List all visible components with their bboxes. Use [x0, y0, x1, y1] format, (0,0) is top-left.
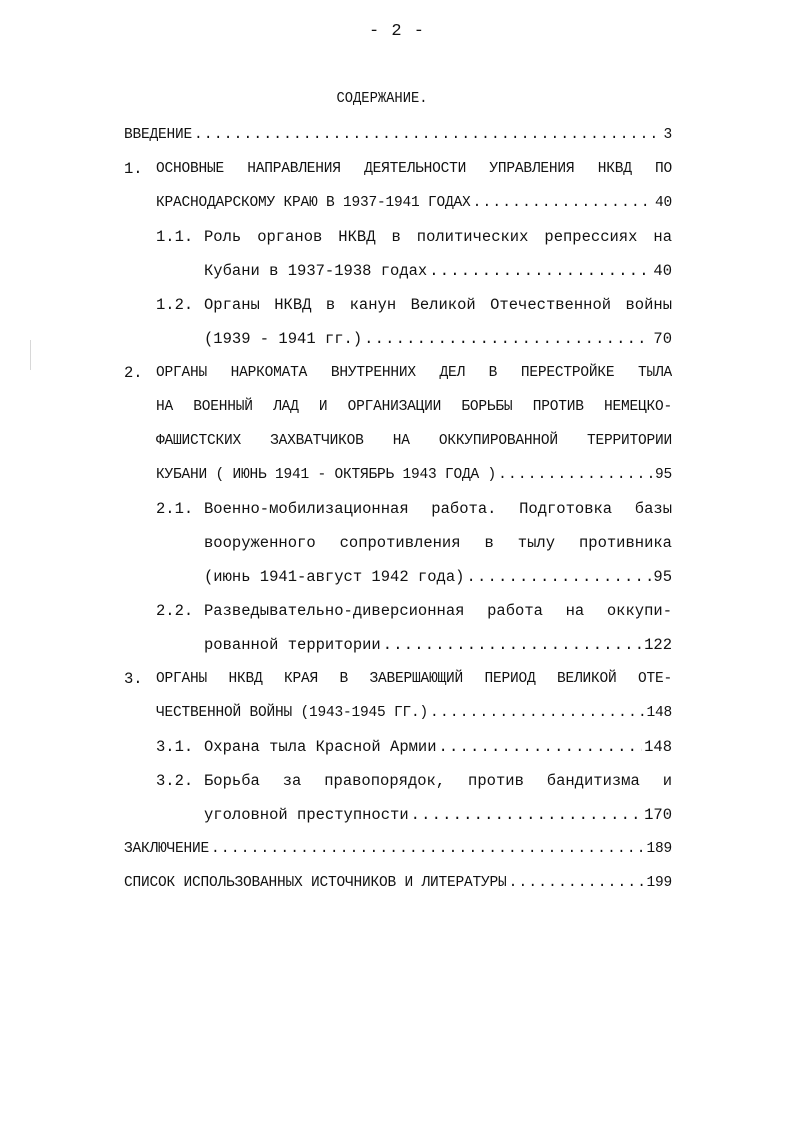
toc-ch3-title-end: ЧЕСТВЕННОЙ ВОЙНЫ (1943-1945 ГГ.)	[156, 705, 429, 721]
dot-leader	[439, 734, 643, 760]
toc-ch1-title-end: КРАСНОДАРСКОМУ КРАЮ В 1937-1941 ГОДАХ	[156, 195, 471, 211]
toc-s2-2-number: 2.2.	[156, 602, 194, 620]
toc-s2-2-title-end: рованной территории	[204, 636, 381, 654]
toc-conclusion-title: ЗАКЛЮЧЕНИЕ	[124, 841, 210, 857]
dot-leader	[498, 462, 653, 488]
toc-s3-1-number: 3.1.	[156, 738, 194, 756]
toc-ch3-number: 3.	[124, 670, 143, 688]
toc-s1-1-page: 40	[653, 262, 672, 280]
dot-leader	[430, 700, 644, 726]
dot-leader	[411, 802, 642, 828]
toc-s3-1-line1[interactable]	[204, 734, 672, 760]
toc-s1-2-title-end: (1939 - 1941 гг.)	[204, 330, 363, 348]
toc-ch3-line1[interactable]: ОРГАНЫ НКВД КРАЯ В ЗАВЕРШАЮЩИЙ ПЕРИОД ВЕЛИКОЙ ОТЕ-	[156, 671, 672, 687]
toc-s3-2-number: 3.2.	[156, 772, 194, 790]
toc-s2-1-number: 2.1.	[156, 500, 194, 518]
toc-ch2-line4[interactable]	[156, 462, 672, 488]
toc-s1-2-line2[interactable]	[204, 326, 672, 352]
toc-ch1-line2[interactable]	[156, 190, 672, 216]
toc-s1-2-number: 1.2.	[156, 296, 194, 314]
toc-s2-1-line3[interactable]	[204, 564, 672, 590]
toc-ch1-number: 1.	[124, 160, 143, 178]
dot-leader	[364, 326, 651, 352]
toc-s1-1-line2[interactable]	[204, 258, 672, 284]
dot-leader	[473, 190, 653, 216]
toc-conclusion-page: 189	[646, 841, 672, 857]
toc-s1-1-line1[interactable]: Роль органов НКВД в политических репрессиях на	[204, 228, 672, 246]
dot-leader	[429, 258, 651, 284]
dot-leader	[466, 564, 651, 590]
page-number: - 2 -	[368, 22, 425, 41]
dot-leader	[194, 122, 661, 148]
toc-intro-page: 3	[663, 127, 672, 143]
toc-s3-2-title-end: уголовной преступности	[204, 806, 409, 824]
toc-sources-page: 199	[646, 875, 672, 891]
toc-s2-1-page: 95	[653, 568, 672, 586]
scan-margin-mark	[30, 340, 31, 370]
toc-ch2-number: 2.	[124, 364, 143, 382]
toc-s2-2-line1[interactable]: Разведывательно-диверсионная работа на оккупи-	[204, 602, 672, 620]
toc-intro[interactable]	[124, 122, 672, 148]
toc-s3-1-page: 148	[644, 738, 672, 756]
toc-s1-1-title-end: Кубани в 1937-1938 годах	[204, 262, 428, 280]
toc-intro-title: ВВЕДЕНИЕ	[124, 127, 193, 143]
toc-ch3-line2[interactable]	[156, 700, 672, 726]
dot-leader	[211, 836, 644, 862]
toc-s2-1-line1[interactable]: Военно-мобилизационная работа. Подготовка базы	[204, 500, 672, 518]
dot-leader	[383, 632, 642, 658]
toc-sources[interactable]	[124, 870, 672, 896]
toc-s2-2-line2[interactable]	[204, 632, 672, 658]
toc-s3-2-line2[interactable]	[204, 802, 672, 828]
toc-conclusion[interactable]	[124, 836, 672, 862]
toc-ch3-page: 148	[646, 705, 672, 721]
toc-s1-2-page: 70	[653, 330, 672, 348]
dot-leader	[509, 870, 645, 896]
toc-ch1-page: 40	[654, 195, 672, 211]
toc-ch2-title-end: КУБАНИ ( ИЮНЬ 1941 - ОКТЯБРЬ 1943 ГОДА )	[156, 467, 497, 483]
toc-s2-2-page: 122	[644, 636, 672, 654]
toc-s3-2-line1[interactable]: Борьба за правопорядок, против бандитизма и	[204, 772, 672, 790]
toc-s1-1-number: 1.1.	[156, 228, 194, 246]
page-title: СОДЕРЖАНИЕ.	[336, 90, 428, 107]
toc-ch2-line1[interactable]: ОРГАНЫ НАРКОМАТА ВНУТРЕННИХ ДЕЛ В ПЕРЕСТРОЙКЕ ТЫЛА	[156, 365, 672, 381]
toc-sources-title: СПИСОК ИСПОЛЬЗОВАННЫХ ИСТОЧНИКОВ И ЛИТЕРАТУРЫ	[124, 875, 507, 891]
toc-s2-1-line2[interactable]: вооруженного сопротивления в тылу противника	[204, 534, 672, 552]
toc-ch2-line3[interactable]: ФАШИСТСКИХ ЗАХВАТЧИКОВ НА ОККУПИРОВАННОЙ ТЕРРИТОРИИ	[156, 433, 672, 449]
toc-s3-2-page: 170	[644, 806, 672, 824]
toc-ch2-line2[interactable]: НА ВОЕННЫЙ ЛАД И ОРГАНИЗАЦИИ БОРЬБЫ ПРОТИВ НЕМЕЦКО-	[156, 399, 672, 415]
toc-ch2-page: 95	[654, 467, 672, 483]
toc-s3-1-title: Охрана тыла Красной Армии	[204, 738, 437, 756]
toc-ch1-line1[interactable]: ОСНОВНЫЕ НАПРАВЛЕНИЯ ДЕЯТЕЛЬНОСТИ УПРАВЛЕНИЯ НКВД ПО	[156, 161, 672, 177]
toc-s2-1-title-end: (июнь 1941-август 1942 года)	[204, 568, 465, 586]
toc-s1-2-line1[interactable]: Органы НКВД в канун Великой Отечественной войны	[204, 296, 672, 314]
